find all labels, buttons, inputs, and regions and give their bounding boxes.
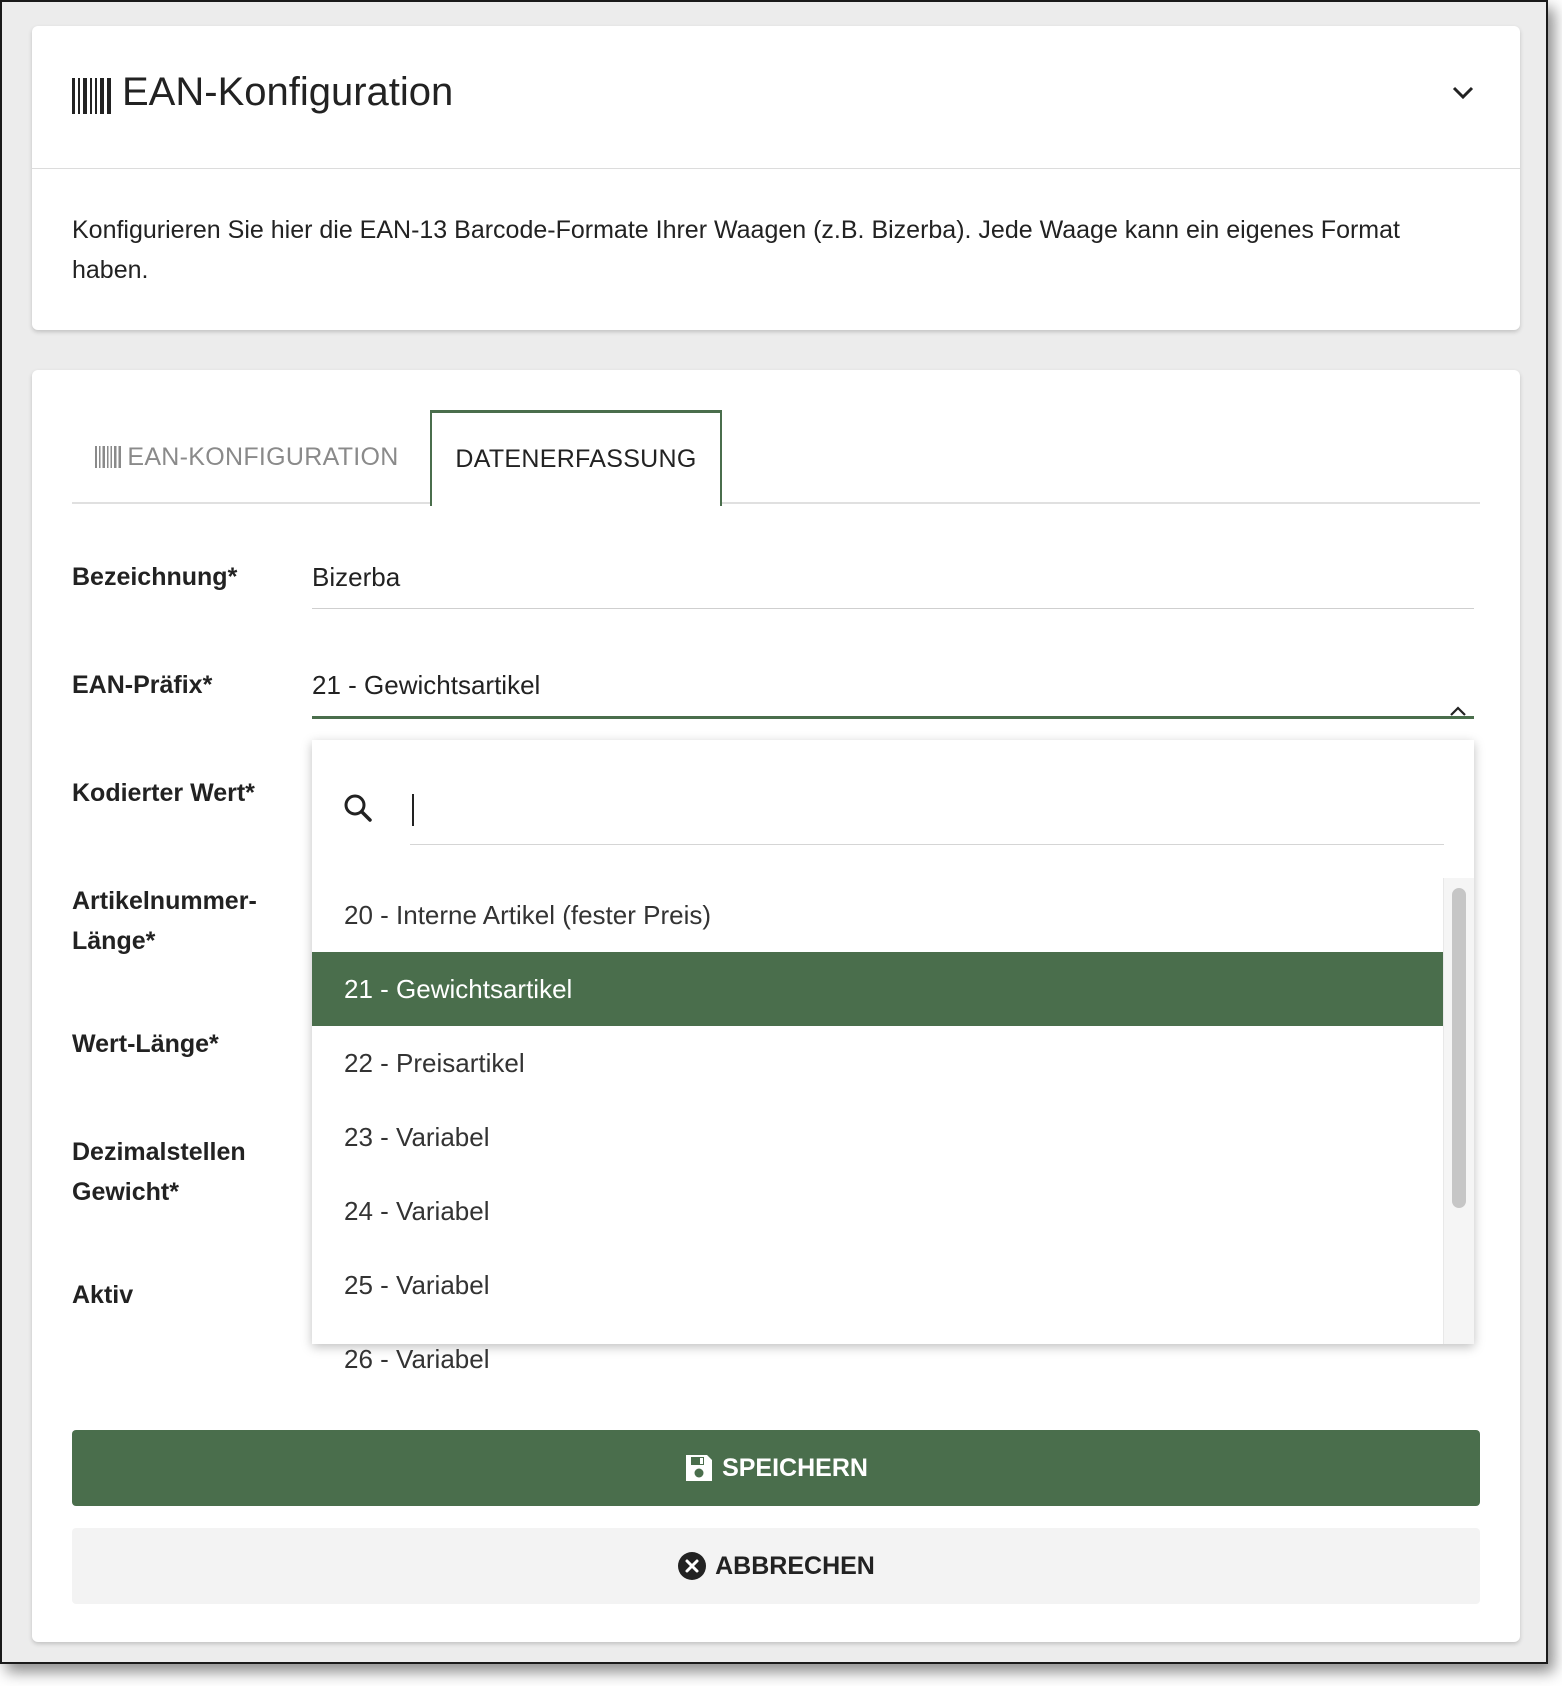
dropdown-option[interactable]: 24 - Variabel [344, 1196, 490, 1226]
dezimalstellen-gewicht-label [72, 1132, 246, 1212]
description-text: Konfigurieren Sie hier die EAN-13 Barcode-Formate Ihrer Waagen (z.B. Bizerba). Jede Waage kann ein eigenes Format haben. [72, 216, 1400, 284]
label-line: Dezimalstellen [72, 1138, 246, 1166]
label-line: Gewicht* [72, 1178, 179, 1206]
tab-ean-konfiguration[interactable] [72, 410, 422, 504]
ean-config-header-card [32, 26, 1520, 330]
ean-praefix-select[interactable] [312, 654, 1474, 719]
artikelnummer-laenge-label [72, 881, 257, 961]
dropdown-search-input[interactable] [410, 780, 1444, 845]
floppy-disk-icon [684, 1453, 714, 1483]
dropdown-option[interactable]: 26 - Variabel [344, 1344, 490, 1374]
bezeichnung-label: Bezeichnung* [72, 563, 238, 591]
page-title: EAN-Konfiguration [122, 70, 454, 114]
dropdown-option-selected[interactable]: 21 - Gewichtsartikel [312, 952, 1444, 1026]
bezeichnung-input[interactable] [312, 546, 1474, 609]
dropdown-option[interactable]: 20 - Interne Artikel (fester Preis) [344, 900, 712, 930]
card-header[interactable] [32, 26, 1520, 169]
save-button[interactable] [72, 1430, 1480, 1506]
bezeichnung-value: Bizerba [312, 562, 401, 592]
cancel-button[interactable] [72, 1528, 1480, 1604]
save-button-label: SPEICHERN [722, 1453, 868, 1482]
ean-form-card [32, 370, 1520, 1642]
tab-label: DATENERFASSUNG [455, 445, 697, 473]
kodierter-wert-label: Kodierter Wert* [72, 779, 255, 807]
ean-praefix-value: 21 - Gewichtsartikel [312, 670, 541, 700]
times-circle-icon [677, 1551, 707, 1581]
wert-laenge-label: Wert-Länge* [72, 1030, 219, 1058]
barcode-icon [95, 446, 121, 468]
dropdown-scrollbar-thumb[interactable] [1452, 888, 1466, 1208]
dropdown-options-list [312, 878, 1444, 1396]
dropdown-option[interactable]: 25 - Variabel [344, 1270, 490, 1300]
chevron-down-icon[interactable] [1452, 86, 1474, 105]
cancel-button-label: ABBRECHEN [715, 1551, 875, 1580]
text-caret [412, 794, 414, 826]
ean-praefix-label: EAN-Präfix* [72, 671, 213, 699]
tab-label: EAN-KONFIGURATION [127, 442, 399, 471]
label-line: Artikelnummer- [72, 887, 257, 915]
barcode-icon [72, 78, 112, 119]
aktiv-label: Aktiv [72, 1281, 134, 1309]
dropdown-option[interactable]: 22 - Preisartikel [344, 1048, 525, 1078]
search-icon [344, 794, 372, 827]
dropdown-option[interactable]: 23 - Variabel [344, 1122, 490, 1152]
tab-datenerfassung[interactable] [430, 410, 722, 506]
ean-praefix-dropdown [312, 740, 1474, 1374]
label-line: Länge* [72, 927, 156, 955]
chevron-up-icon[interactable] [1450, 676, 1466, 738]
